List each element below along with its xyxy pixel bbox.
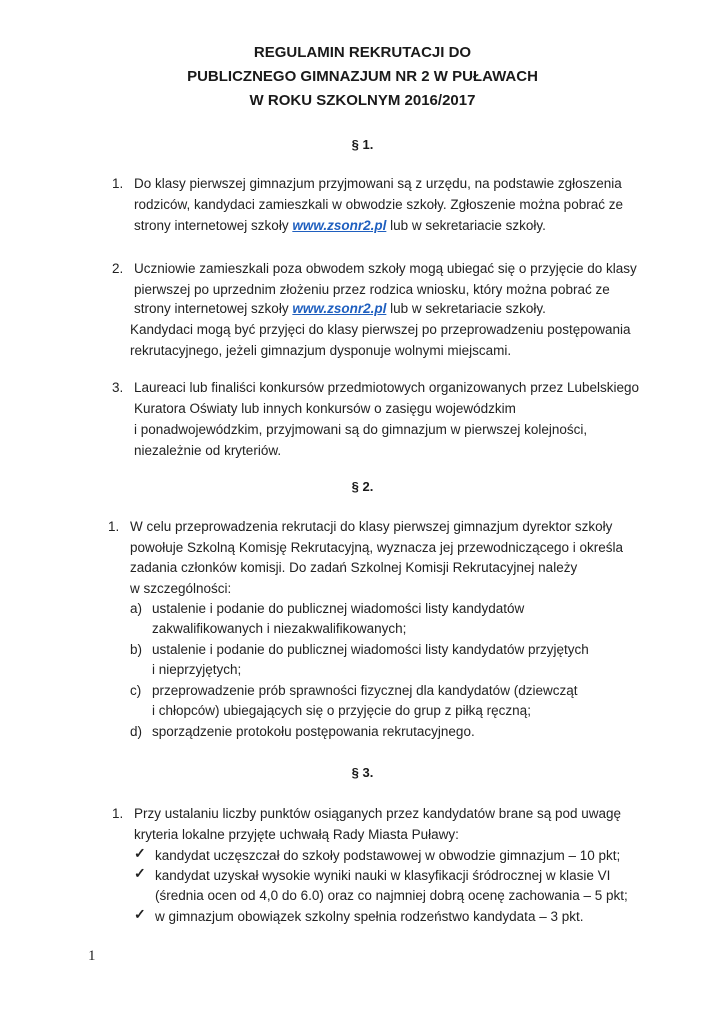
s2-item-1-number: 1. xyxy=(108,519,120,534)
doc-title-line-1: REGULAMIN REKRUTACJI DO xyxy=(253,44,472,61)
s2-subitem-c-letter: c) xyxy=(130,683,142,698)
s1-item-3-number: 3. xyxy=(112,380,124,395)
s2-subitem-c-line-2: i chłopców) ubiegających się o przyjęcie do grup z piłką ręczną; xyxy=(152,703,531,718)
s2-subitem-a-letter: a) xyxy=(130,601,143,616)
s3-item-1-line-2: kryteria lokalne przyjęte uchwałą Rady Miasta Puławy: xyxy=(134,827,459,842)
s2-subitem-c-line-1: przeprowadzenie prób sprawności fizycznej dla kandydatów (dziewcząt xyxy=(152,683,578,698)
checkmark-icon: ✓ xyxy=(134,845,146,861)
s3-item-1-number: 1. xyxy=(112,806,124,821)
s2-subitem-b-line-1: ustalenie i podanie do publicznej wiadomości listy kandydatów przyjętych xyxy=(152,642,589,657)
s1-item-1-number: 1. xyxy=(112,176,124,191)
s1-item-2-number: 2. xyxy=(112,261,124,276)
s1-item-3-line-4: niezależnie od kryteriów. xyxy=(134,443,282,458)
s1-item-1-line-3-tail: lub w sekretariacie szkoły. xyxy=(386,218,546,233)
s2-subitem-a-line-1: ustalenie i podanie do publicznej wiadomości listy kandydatów xyxy=(152,601,525,616)
s1-item-2-line-4: Kandydaci mogą być przyjęci do klasy pierwszej po przeprowadzeniu postępowania xyxy=(130,322,631,337)
s1-item-1-line-3 xyxy=(134,216,546,236)
s1-item-2-line-3 xyxy=(134,299,546,319)
doc-title-line-2: PUBLICZNEGO GIMNAZJUM NR 2 W PUŁAWACH xyxy=(187,68,538,85)
s2-item-1-line-1: W celu przeprowadzenia rekrutacji do klasy pierwszej gimnazjum dyrektor szkoły xyxy=(130,519,613,534)
s1-item-1-line-3-text: strony internetowej szkoły xyxy=(134,218,293,233)
s2-subitem-d-line-1: sporządzenie protokołu postępowania rekrutacyjnego. xyxy=(152,724,475,739)
s1-item-2-line-5: rekrutacyjnego, jeżeli gimnazjum dysponuje wolnymi miejscami. xyxy=(130,343,512,358)
section-1-heading: § 1. xyxy=(351,137,374,152)
s1-item-2-line-3-tail: lub w sekretariacie szkoły. xyxy=(386,301,546,316)
s2-item-1-line-3: zadania członków komisji. Do zadań Szkolnej Komisji Rekrutacyjnej należy xyxy=(130,560,578,575)
doc-title-line-3: W ROKU SZKOLNYM 2016/2017 xyxy=(249,92,476,109)
s3-criterion-1-line-1: kandydat uczęszczał do szkoły podstawowej w obwodzie gimnazjum – 10 pkt; xyxy=(155,848,621,863)
page-number: 1 xyxy=(88,948,96,964)
s1-item-2-line-3-text: strony internetowej szkoły xyxy=(134,301,293,316)
s1-item-1-line-2: rodziców, kandydaci zamieszkali w obwodzie szkoły. Zgłoszenie można pobrać ze xyxy=(134,197,623,212)
s3-item-1-line-1: Przy ustalaniu liczby punktów osiąganych przez kandydatów brane są pod uwagę xyxy=(134,806,622,821)
s2-subitem-d-letter: d) xyxy=(130,724,143,739)
checkmark-icon: ✓ xyxy=(134,906,146,922)
s1-item-3-line-1: Laureaci lub finaliści konkursów przedmiotowych organizowanych przez Lubelskiego xyxy=(134,380,640,395)
section-3-heading: § 3. xyxy=(351,765,374,780)
school-website-link-2[interactable]: www.zsonr2.pl xyxy=(292,301,387,316)
s2-subitem-a-line-2: zakwalifikowanych i niezakwalifikowanych; xyxy=(152,621,407,636)
s1-item-2-line-1: Uczniowie zamieszkali poza obwodem szkoły mogą ubiegać się o przyjęcie do klasy xyxy=(134,261,637,276)
section-2-heading: § 2. xyxy=(351,479,374,494)
s2-item-1-line-2: powołuje Szkolną Komisję Rekrutacyjną, wyznacza jej przewodniczącego i określa xyxy=(130,540,623,555)
s2-item-1-line-4: w szczególności: xyxy=(130,581,232,596)
s2-subitem-b-line-2: i nieprzyjętych; xyxy=(152,662,242,677)
checkmark-icon: ✓ xyxy=(134,865,146,881)
s1-item-3-line-2: Kuratora Oświaty lub innych konkursów o zasięgu wojewódzkim xyxy=(134,401,516,416)
s1-item-2-line-2: pierwszej po uprzednim złożeniu przez rodzica wniosku, który można pobrać ze xyxy=(134,282,610,297)
s2-subitem-b-letter: b) xyxy=(130,642,143,657)
s1-item-3-line-3: i ponadwojewódzkim, przyjmowani są do gimnazjum w pierwszej kolejności, xyxy=(134,422,588,437)
s3-criterion-2-line-2: (średnia ocen od 4,0 do 6.0) oraz co najmniej dobrą ocenę zachowania – 5 pkt; xyxy=(155,888,628,903)
school-website-link[interactable]: www.zsonr2.pl xyxy=(292,218,387,233)
s3-criterion-3-line-1: w gimnazjum obowiązek szkolny spełnia rodzeństwo kandydata – 3 pkt. xyxy=(155,909,584,924)
s1-item-1-line-1: Do klasy pierwszej gimnazjum przyjmowani są z urzędu, na podstawie zgłoszenia xyxy=(134,176,622,191)
s3-criterion-2-line-1: kandydat uzyskał wysokie wyniki nauki w klasyfikacji śródrocznej w klasie VI xyxy=(155,868,611,883)
